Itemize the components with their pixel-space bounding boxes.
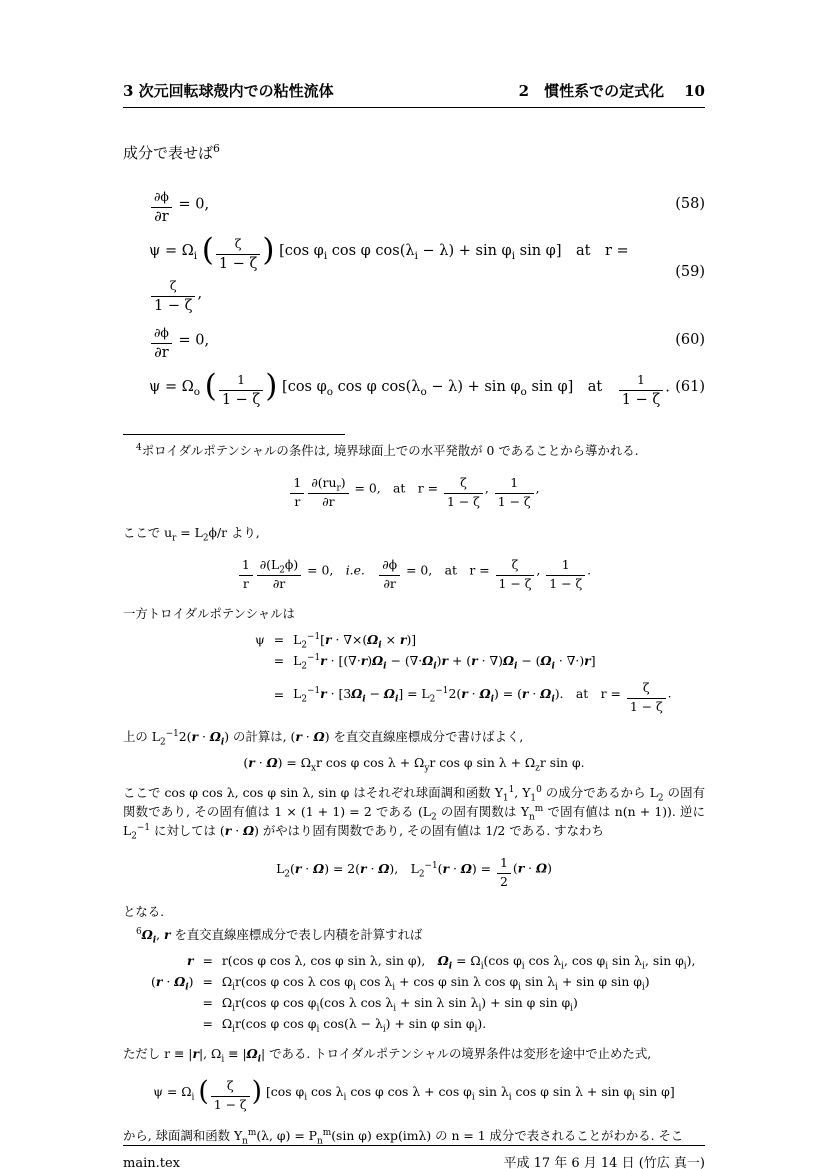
math-text: r(cos φ cos λ, cos φ sin λ, sin φ), $\Omega_i = \Omega_i(\cos$ $\varphi_i$ $\cos \lambda_i$, $\cos \varphi_i$ $\sin \lambda_i$, $\sin \varphi_i$), bbox=[221, 953, 696, 972]
fraction bbox=[151, 183, 172, 226]
align-rhs bbox=[221, 995, 696, 1014]
align-rhs bbox=[221, 953, 696, 972]
math-text: $\Omega_ir(\cos$ φ $\cos \varphi_i(\cos$ λ $\cos \lambda_i + \sin \lambda$ $\sin \lambda_i) + \sin \varphi$ $\sin \varphi_i$) bbox=[221, 995, 578, 1014]
math-text: . bbox=[665, 379, 670, 396]
header-rule bbox=[123, 107, 705, 108]
fraction bbox=[546, 551, 585, 591]
math-text: $(r \cdot \Omega) = \Omega_xr$ cos φ $\cos \lambda + \Omega_yr$ cos φ $\sin \lambda + \Omega_zr$ sin φ. bbox=[243, 755, 585, 774]
math-text: $L_2(r \cdot \Omega) = 2(r \cdot \Omega)$, $L_2^{-1}(r \cdot \Omega)$ = bbox=[276, 860, 495, 880]
math-text: = 0, bbox=[173, 332, 210, 349]
fraction bbox=[239, 551, 253, 591]
equation-body bbox=[149, 366, 670, 409]
fraction bbox=[496, 551, 535, 591]
fraction-numerator: ζ bbox=[496, 555, 535, 576]
footer-filename: main.tex bbox=[123, 1155, 180, 1169]
math-text: [cos $\varphi_i$ $\cos \lambda_i$ cos φ $\cos \lambda + \cos \varphi_i$ $\sin \lambda_i$ cos φ $\sin \lambda + \sin \varphi_i$ sin φ] bbox=[262, 1084, 675, 1103]
footnote-4-text-closing: となる. bbox=[123, 904, 165, 920]
fraction-numerator: 1 bbox=[495, 473, 534, 494]
fraction-numerator: 1 bbox=[239, 555, 253, 576]
page-header bbox=[123, 82, 705, 100]
equation-58 bbox=[123, 183, 705, 226]
footnote-4-eq-eigen bbox=[123, 849, 705, 889]
fraction-numerator: $\partial(L_2\phi)$ bbox=[257, 555, 301, 576]
math-text: = 0, at r = bbox=[402, 562, 494, 578]
footnote-6-eq-psi bbox=[123, 1072, 705, 1112]
align-rhs bbox=[293, 631, 672, 651]
footnote-4-marker-text: $^4$ポロイダルポテンシャルの条件は, 境界球面上での水平発散が 0 であることから導かれる. bbox=[136, 443, 639, 459]
align-equals: = bbox=[202, 974, 213, 990]
fraction-denominator: r bbox=[242, 575, 249, 591]
math-text: $\psi = \Omega_i$ bbox=[149, 243, 198, 262]
fraction bbox=[619, 366, 663, 409]
footnote-6-align-vectors bbox=[123, 953, 705, 1035]
math-text: $L_2^{-1}[r \cdot \nabla\times(\Omega_i \times r)]$ bbox=[293, 631, 417, 651]
fraction bbox=[290, 469, 304, 509]
fraction bbox=[627, 674, 666, 714]
fraction-denominator: ∂r bbox=[154, 345, 169, 362]
math-text: , bbox=[484, 481, 493, 496]
fraction-numerator: ζ bbox=[444, 473, 483, 494]
math-text: $\Omega_ir(\cos$ φ $\cos \varphi_i$ $\cos(\lambda - \lambda_i) + \sin \varphi$ $\sin \varphi_i$). bbox=[221, 1016, 487, 1035]
fraction bbox=[216, 230, 260, 273]
math-text: [cos $\varphi_o$ cos φ $\cos(\lambda_o - \lambda) + \sin \varphi_o$ sin φ] at bbox=[277, 379, 617, 398]
fraction bbox=[497, 849, 511, 889]
footnote-4-para-eigen: ここで cos φ cos λ, cos φ sin λ, sin φ はそれぞれ球面調和函数 $Y_1^1$, $Y_1^0$ の成分であるから $L_2$ の固有関数であり, その固有値は 1 × (1 + 1) = 2 である ($L_2$ の固有関数は $Y_n^m$ で固有値は n(n + 1)). 逆に $L_2^{-1}$ に対しては (r · Ω) がやはり固有関数であり, その固有値は 1/2 である. すなわち bbox=[123, 785, 706, 842]
fraction bbox=[151, 319, 172, 362]
big-paren: ) bbox=[251, 1075, 263, 1107]
big-paren: ( bbox=[198, 1075, 209, 1107]
fraction bbox=[211, 1072, 250, 1112]
fraction bbox=[495, 469, 534, 509]
fraction bbox=[379, 551, 400, 591]
footnote-6-text-tadashi: ただし r ≡ |r|, $\Omega_i \equiv |\Omega_i|$ である. トロイダルポテンシャルの境界条件は変形を途中で止めた式, bbox=[123, 1046, 652, 1065]
math-text: = 0, at r = bbox=[350, 481, 442, 496]
align-equals: = bbox=[273, 686, 285, 702]
equation-number: (61) bbox=[675, 379, 705, 396]
fraction-denominator: 1 − ζ bbox=[629, 698, 663, 714]
footnote-4-text-ur: ここで $u_r = L_2\phi/r$ より, bbox=[123, 524, 260, 544]
footnote-6-marker-text: $^6\Omega_i$, r を直交直線座標成分で表し内積を計算すれば bbox=[136, 927, 423, 946]
footnote-4-eq-laplacian bbox=[123, 551, 705, 591]
math-text: , bbox=[197, 285, 203, 302]
fraction-denominator: 1 − ζ bbox=[621, 391, 661, 408]
fraction-denominator: 1 − ζ bbox=[213, 1097, 247, 1113]
fraction-denominator: r bbox=[294, 494, 301, 510]
fraction-numerator: 1 bbox=[219, 370, 263, 391]
equation-body bbox=[149, 230, 671, 315]
fraction bbox=[308, 469, 348, 509]
align-equals: = bbox=[202, 995, 213, 1011]
fraction-denominator: 1 − ζ bbox=[447, 494, 480, 510]
fraction bbox=[257, 551, 301, 591]
fraction-denominator: ∂r bbox=[322, 494, 335, 510]
fraction-numerator: ζ bbox=[211, 1076, 250, 1097]
footnote-4-align-toroidal bbox=[123, 632, 705, 714]
fraction-numerator: ζ bbox=[151, 276, 195, 297]
footnote-rule bbox=[123, 434, 345, 435]
align-rhs bbox=[293, 652, 672, 672]
fraction-numerator: 1 bbox=[290, 473, 304, 494]
fraction-numerator: ∂ϕ bbox=[151, 187, 172, 208]
fraction-denominator: 1 − ζ bbox=[218, 255, 258, 272]
fraction-denominator: ∂r bbox=[383, 575, 396, 591]
big-paren: ( bbox=[204, 368, 217, 405]
math-text: = 0, i.e. bbox=[303, 562, 365, 578]
math-text: $\psi = \Omega_o$ bbox=[149, 379, 201, 398]
math-text: $L_2^{-1}r \cdot [(\nabla\cdot r)\Omega_i - (\nabla\cdot\Omega_i)r + (r \cdot \nabla)\Omega_i - (\Omega_i \cdot \nabla\cdot)r]$ bbox=[293, 652, 596, 672]
fraction bbox=[219, 366, 263, 409]
page-number: 10 bbox=[684, 82, 705, 100]
align-equals: = bbox=[273, 652, 285, 668]
fraction-numerator: ζ bbox=[216, 234, 260, 255]
math-text: [cos $\varphi_i$ cos φ $\cos(\lambda_i - \lambda) + \sin \varphi_i$ sin φ] at r = bbox=[274, 243, 634, 262]
footnote-4-eq-divergence bbox=[123, 469, 705, 509]
footnote-4-text-calc: 上の $L_2^{-1}2(r \cdot \Omega_i)$ の計算は, (r · Ω) を直交直線座標成分で書けばよく, bbox=[123, 729, 524, 748]
big-paren: ) bbox=[265, 368, 278, 405]
big-paren: ( bbox=[201, 232, 214, 269]
page-footer bbox=[123, 1145, 705, 1169]
equation-61 bbox=[123, 366, 705, 409]
align-rhs bbox=[221, 1016, 696, 1035]
fraction bbox=[151, 272, 195, 315]
math-text: , bbox=[536, 562, 545, 578]
footnote-4-eq-dot-product bbox=[123, 755, 705, 774]
footnote-6-text-kara: から, 球面調和函数 $Y_n^m(\lambda$, $\varphi) = P_n^m(\sin$ φ) exp(imλ) の n = 1 成分で表されることがわかる. そこ bbox=[123, 1127, 684, 1147]
equation-60 bbox=[123, 319, 705, 362]
align-equals: = bbox=[273, 631, 285, 647]
fraction-denominator: ∂r bbox=[272, 575, 286, 591]
align-lhs: ψ bbox=[255, 631, 265, 647]
footer-date: 平成 17 年 6 月 14 日 (竹広 真一) bbox=[503, 1155, 705, 1169]
equation-number: (60) bbox=[675, 332, 705, 349]
footnote-4-text-toroidal: 一方トロイダルポテンシャルは bbox=[123, 605, 295, 621]
fraction-numerator: $\partial(ru_r)$ bbox=[308, 473, 348, 494]
fraction-numerator: 1 bbox=[497, 853, 511, 874]
math-text: . bbox=[587, 562, 592, 578]
footer-text-row bbox=[123, 1146, 705, 1169]
align-rhs bbox=[293, 674, 672, 714]
fraction-denominator: 2 bbox=[499, 874, 508, 890]
running-title-right: 2 慣性系での定式化 bbox=[518, 82, 665, 100]
fraction-denominator: 1 − ζ bbox=[154, 298, 193, 315]
fraction-numerator: 1 bbox=[546, 555, 585, 576]
running-title-left: 3 次元回転球殻内での粘性流体 bbox=[123, 82, 334, 100]
math-text: , bbox=[535, 481, 540, 496]
math-text: (r · Ω) bbox=[512, 860, 552, 876]
fraction-denominator: ∂r bbox=[154, 209, 169, 225]
equation-number: (58) bbox=[675, 196, 705, 213]
align-equals: = bbox=[202, 1016, 213, 1032]
big-paren: ) bbox=[262, 232, 275, 269]
align-equals: = bbox=[202, 953, 213, 969]
align-rhs bbox=[221, 974, 696, 993]
intro-text: 成分で表せば$^6$ bbox=[123, 142, 220, 162]
fraction-numerator: 1 bbox=[619, 370, 663, 391]
math-text: = 0, bbox=[173, 196, 210, 213]
fraction-denominator: 1 − ζ bbox=[497, 494, 531, 510]
fraction-denominator: 1 − ζ bbox=[498, 575, 532, 591]
equation-body bbox=[149, 319, 209, 362]
fraction-denominator: 1 − ζ bbox=[221, 391, 261, 408]
align-lhs: $(r \cdot \Omega_i)$ bbox=[151, 974, 194, 993]
math-text: . bbox=[667, 685, 672, 701]
fraction-numerator: ∂ϕ bbox=[151, 323, 172, 344]
equation-body bbox=[149, 183, 209, 226]
fraction-denominator: 1 − ζ bbox=[549, 575, 583, 591]
align-lhs: r bbox=[186, 953, 194, 969]
equation-number: (59) bbox=[675, 264, 705, 281]
equation-block bbox=[123, 179, 705, 412]
math-text: $L_2^{-1}r \cdot [3\Omega_i - \Omega_i] = L_2^{-1}2(r \cdot \Omega_i) = (r \cdot \Omega_i)$. at r = bbox=[293, 685, 625, 704]
equation-59 bbox=[123, 230, 705, 315]
math-text: $\Omega_ir(\cos$ φ cos λ $\cos \varphi_i$ $\cos \lambda_i + \cos \varphi$ sin λ $\cos \varphi_i$ $\sin \lambda_i + \sin \varphi$ $\sin \varphi_i$) bbox=[221, 974, 650, 993]
fraction-numerator: ζ bbox=[627, 678, 666, 699]
math-text: $\psi = \Omega_i$ bbox=[153, 1084, 195, 1103]
fraction bbox=[444, 469, 483, 509]
fraction-numerator: ∂ϕ bbox=[379, 555, 400, 576]
